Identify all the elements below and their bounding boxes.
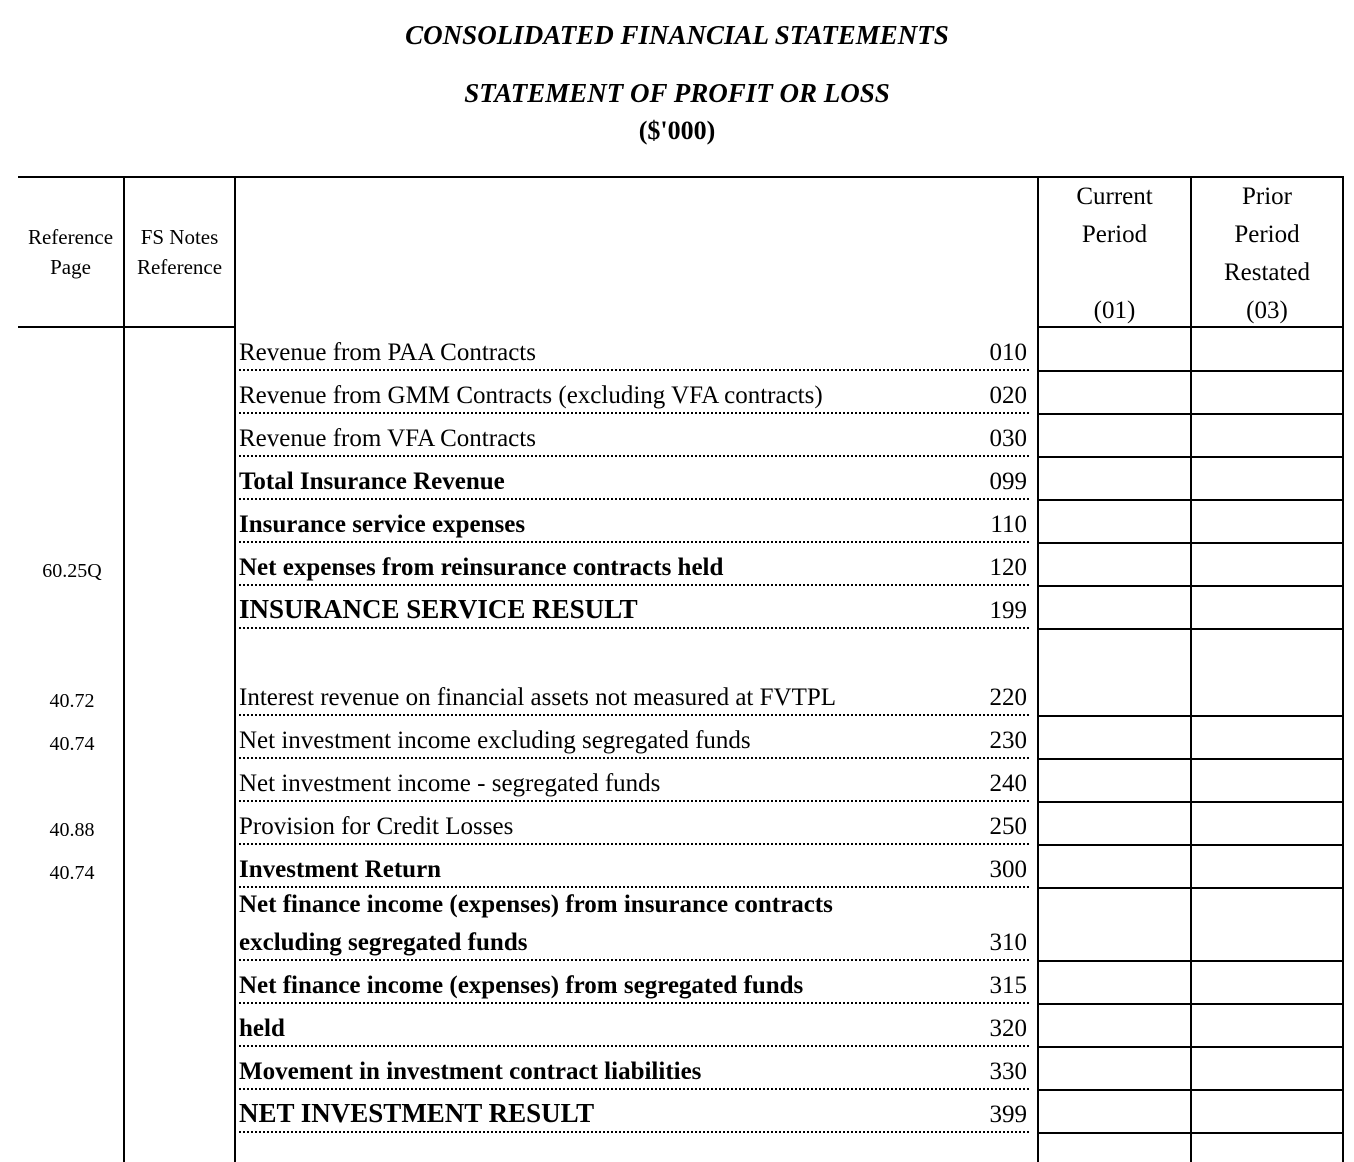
header-fs-notes-line2: Reference: [136, 255, 223, 279]
row-label: INSURANCE SERVICE RESULT: [239, 594, 638, 624]
row-label: Net investment income excluding segregated funds: [239, 727, 751, 754]
row-code: 300: [989, 856, 1027, 883]
reference-page-cell: 40.88: [49, 819, 95, 841]
row-code: 099: [989, 468, 1027, 495]
header-reference-page-line1: Reference: [27, 225, 114, 249]
header-prior-line1: Prior: [1242, 183, 1292, 210]
divider-ref-notes: [123, 176, 125, 1162]
row-099: [239, 457, 1029, 500]
row-010: [239, 328, 1029, 371]
value-cell-border: [1037, 585, 1344, 587]
row-code: 315: [989, 972, 1027, 999]
table-right-border: [1342, 176, 1344, 1162]
row-code: 120: [989, 554, 1027, 581]
value-cell-border: [1037, 370, 1344, 372]
row-label: Revenue from GMM Contracts (excluding VFA contracts): [239, 382, 823, 409]
reference-page-cell: 40.74: [49, 862, 95, 884]
row-320: [239, 1004, 1029, 1047]
row-code: 010: [989, 339, 1027, 366]
row-399: [239, 1090, 1029, 1133]
row-code: 320: [989, 1015, 1027, 1042]
row-label: Net investment income - segregated funds: [239, 770, 661, 797]
row-label: Investment Return: [239, 856, 442, 883]
value-cell-border: [1037, 1132, 1344, 1134]
row-label: excluding segregated funds: [239, 929, 528, 956]
row-label: NET INVESTMENT RESULT: [239, 1098, 595, 1128]
row-label: Net expenses from reinsurance contracts held: [239, 554, 724, 581]
row-label: Movement in investment contract liabilities: [239, 1058, 702, 1085]
header-prior-line3: Restated: [1223, 259, 1311, 286]
value-cell-border: [1037, 801, 1344, 803]
row-240: [239, 759, 1029, 802]
row-199: [239, 586, 1029, 629]
row-330: [239, 1047, 1029, 1090]
row-110: [239, 500, 1029, 543]
value-cell-border: [1037, 1003, 1344, 1005]
value-cell-border: [1037, 628, 1344, 630]
value-cell-border: [1037, 413, 1344, 415]
reference-page-cell: 40.74: [49, 733, 95, 755]
row-label: Revenue from PAA Contracts: [239, 339, 536, 366]
value-cell-border: [1037, 960, 1344, 962]
statement-group-title: CONSOLIDATED FINANCIAL STATEMENTS: [405, 20, 949, 50]
header-current-period: [1039, 178, 1190, 330]
divider-notes-desc: [234, 176, 236, 1162]
header-current-line1: Current: [1076, 183, 1153, 210]
value-cell-border: [1037, 1089, 1344, 1091]
header-reference-page-line2: Page: [50, 255, 91, 279]
row-label: Insurance service expenses: [239, 511, 526, 538]
header-reference-page: [18, 222, 123, 282]
row-code: 250: [989, 813, 1027, 840]
value-cell-border: [1037, 1046, 1344, 1048]
row-code: 110: [990, 511, 1027, 538]
row-020: [239, 371, 1029, 414]
row-code: 399: [989, 1101, 1027, 1128]
reference-page-cell: 60.25Q: [42, 560, 102, 582]
row-label: Revenue from VFA Contracts: [239, 425, 536, 452]
header-fs-notes: [125, 222, 234, 282]
value-cell-border: [1037, 542, 1344, 544]
value-cell-border: [1037, 758, 1344, 760]
row-300: [239, 845, 1029, 888]
row-label: Net finance income (expenses) from segregated funds: [239, 972, 804, 999]
header-current-line2: Period: [1081, 221, 1148, 248]
row-220: [239, 673, 1029, 716]
header-prior-period: [1192, 178, 1342, 330]
header-fs-notes-line1: FS Notes: [140, 225, 219, 249]
row-label: Provision for Credit Losses: [239, 813, 514, 840]
row-code: 230: [989, 727, 1027, 754]
row-120: [239, 543, 1029, 586]
row-code: 199: [989, 597, 1027, 624]
row-label: Total Insurance Revenue: [239, 468, 505, 495]
statement-title: STATEMENT OF PROFIT OR LOSS: [464, 78, 890, 108]
value-cell-border: [1037, 887, 1344, 889]
value-cell-border: [1037, 844, 1344, 846]
row-230: [239, 716, 1029, 759]
row-310: [239, 888, 1029, 961]
row-250: [239, 802, 1029, 845]
value-cell-border: [1037, 715, 1344, 717]
reference-page-cell: 40.72: [49, 690, 95, 712]
value-cell-border: [1037, 499, 1344, 501]
row-code: 220: [989, 684, 1027, 711]
row-code: 310: [989, 929, 1027, 956]
units-label: ($'000): [638, 116, 716, 145]
row-label: held: [239, 1015, 285, 1042]
row-label-line1: Net finance income (expenses) from insurance contracts: [239, 891, 833, 918]
row-code: 020: [989, 382, 1027, 409]
row-code: 240: [989, 770, 1027, 797]
row-030: [239, 414, 1029, 457]
row-code: 030: [989, 425, 1027, 452]
row-label: Interest revenue on financial assets not measured at FVTPL: [239, 684, 837, 711]
row-315: [239, 961, 1029, 1004]
header-bottom-border-left: [18, 326, 236, 328]
row-code: 330: [989, 1058, 1027, 1085]
header-current-code: (01): [1093, 297, 1136, 324]
header-prior-code: (03): [1246, 297, 1288, 324]
value-cell-border: [1037, 456, 1344, 458]
header-prior-line2: Period: [1234, 221, 1300, 248]
